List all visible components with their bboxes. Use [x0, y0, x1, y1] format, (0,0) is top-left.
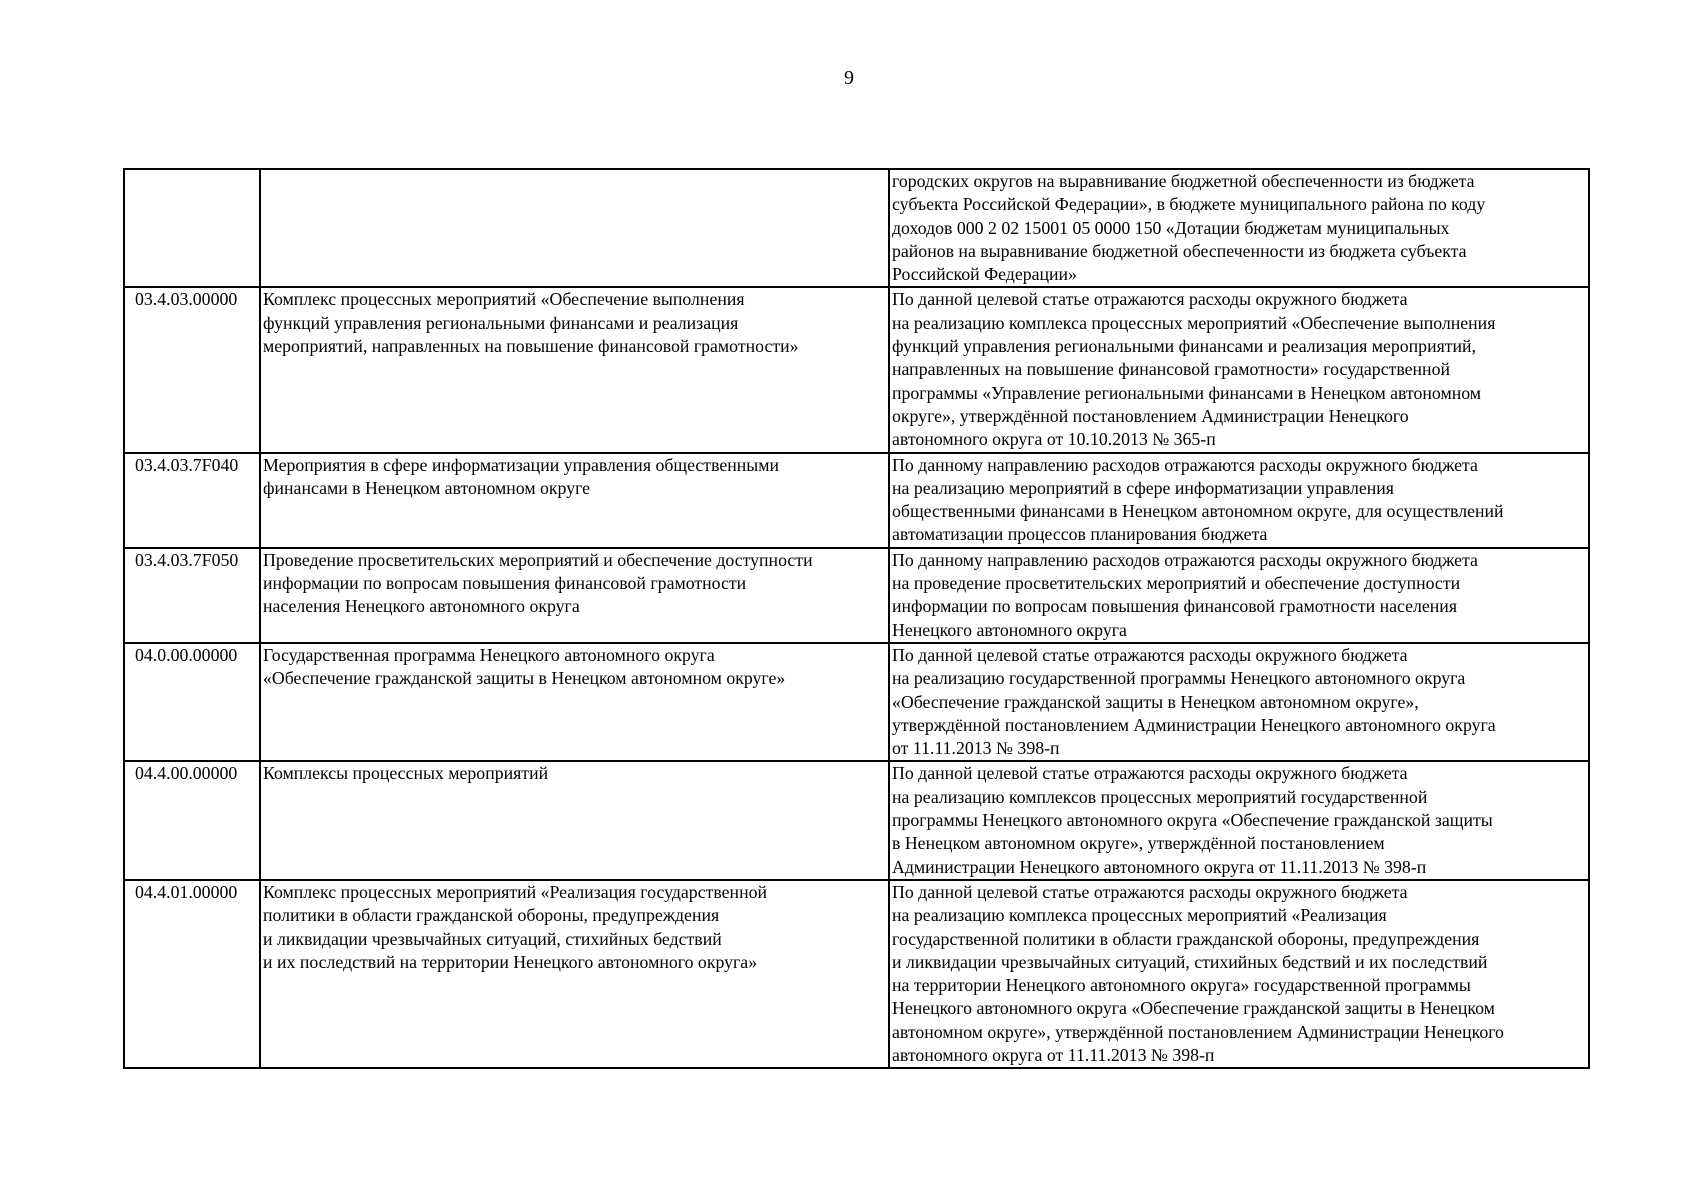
table-row: [124, 453, 1589, 548]
target-name-cell: Комплекс процессных мероприятий «Обеспечение выполнения функций управления региональными финансами и реализация мероприятий, направленных на повышение финансовой грамотности»: [260, 287, 889, 452]
table-row: [124, 761, 1589, 879]
target-name-cell: Комплексы процессных мероприятий: [260, 761, 889, 879]
target-code-cell: 04.0.00.00000: [124, 643, 260, 761]
target-description-cell: По данной целевой статье отражаются расходы окружного бюджета на реализацию комплекса процессных мероприятий «Обеспечение выполнения функций управления региональными финансами и реализация мероприятий, направленных на повышение финансовой грамотности» государственной программы «Управление региональными финансами в Ненецком автономном округе», утверждённой постановлением Администрации Ненецкого автономного округа от 10.10.2013 № 365-п: [889, 287, 1589, 452]
target-name-cell: Мероприятия в сфере информатизации управления общественными финансами в Ненецком автономном округе: [260, 453, 889, 548]
target-code-cell: 04.4.01.00000: [124, 880, 260, 1068]
target-name-cell: [260, 169, 889, 287]
page-number: 9: [844, 67, 854, 89]
target-description-cell: По данной целевой статье отражаются расходы окружного бюджета на реализацию комплекса процессных мероприятий «Реализация государственной политики в области гражданской обороны, предупреждения и ликвидации чрезвычайных ситуаций, стихийных бедствий и их последствий на территории Ненецкого автономного округа» государственной программы Ненецкого автономного округа «Обеспечение гражданской защиты в Ненецком автономном округе», утверждённой постановлением Администрации Ненецкого автономного округа от 11.11.2013 № 398-п: [889, 880, 1589, 1068]
budget-classification-table: [123, 168, 1590, 1069]
target-name-cell: Комплекс процессных мероприятий «Реализация государственной политики в области гражданской обороны, предупреждения и ликвидации чрезвычайных ситуаций, стихийных бедствий и их последствий на территории Ненецкого автономного округа»: [260, 880, 889, 1068]
target-code-cell: 03.4.03.00000: [124, 287, 260, 452]
target-description-cell: По данной целевой статье отражаются расходы окружного бюджета на реализацию комплексов процессных мероприятий государственной программы Ненецкого автономного округа «Обеспечение гражданской защиты в Ненецком автономном округе», утверждённой постановлением Администрации Ненецкого автономного округа от 11.11.2013 № 398-п: [889, 761, 1589, 879]
target-description-cell: По данному направлению расходов отражаются расходы окружного бюджета на реализацию мероприятий в сфере информатизации управления общественными финансами в Ненецком автономном округе, для осуществлений автоматизации процессов планирования бюджета: [889, 453, 1589, 548]
table-row: [124, 548, 1589, 643]
target-code-cell: [124, 169, 260, 287]
target-name-cell: Проведение просветительских мероприятий и обеспечение доступности информации по вопросам повышения финансовой грамотности населения Ненецкого автономного округа: [260, 548, 889, 643]
target-description-cell: По данному направлению расходов отражаются расходы окружного бюджета на проведение просветительских мероприятий и обеспечение доступности информации по вопросам повышения финансовой грамотности населения Ненецкого автономного округа: [889, 548, 1589, 643]
table-row: [124, 169, 1589, 287]
table-row: [124, 643, 1589, 761]
target-code-cell: 03.4.03.7F050: [124, 548, 260, 643]
target-description-cell: городских округов на выравнивание бюджетной обеспеченности из бюджета субъекта Российской Федерации», в бюджете муниципального района по коду доходов 000 2 02 15001 05 0000 150 «Дотации бюджетам муниципальных районов на выравнивание бюджетной обеспеченности из бюджета субъекта Российской Федерации»: [889, 169, 1589, 287]
table-row: [124, 287, 1589, 452]
table-row: [124, 880, 1589, 1068]
target-code-cell: 04.4.00.00000: [124, 761, 260, 879]
target-description-cell: По данной целевой статье отражаются расходы окружного бюджета на реализацию государственной программы Ненецкого автономного округа «Обеспечение гражданской защиты в Ненецком автономном округе», утверждённой постановлением Администрации Ненецкого автономного округа от 11.11.2013 № 398-п: [889, 643, 1589, 761]
target-name-cell: Государственная программа Ненецкого автономного округа «Обеспечение гражданской защиты в Ненецком автономном округе»: [260, 643, 889, 761]
target-code-cell: 03.4.03.7F040: [124, 453, 260, 548]
